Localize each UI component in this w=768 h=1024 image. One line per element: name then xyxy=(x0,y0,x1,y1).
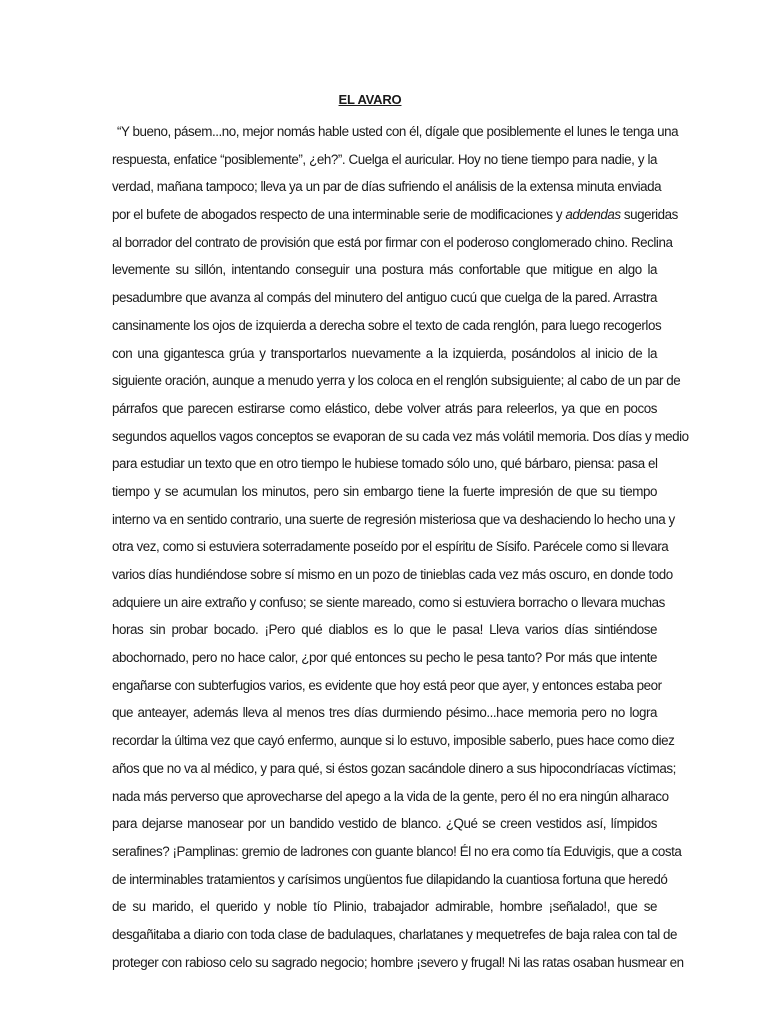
text-line: levemente su sillón, intentando conseguir una postura más confortable que mitigue en algo la xyxy=(112,262,657,278)
text-line: siguiente oración, aunque a menudo yerra y los coloca en el renglón subsiguiente; al cabo de un par de xyxy=(112,373,681,389)
text-line: otra vez, como si estuviera soterradamente poseído por el espíritu de Sísifo. Parécele como si llevara xyxy=(112,539,669,555)
text-line: abochornado, pero no hace calor, ¿por qué entonces su pecho le pesa tanto? Por más que intente xyxy=(112,650,657,666)
text-line: con una gigantesca grúa y transportarlos nuevamente a la izquierda, posándolos al inicio de la xyxy=(112,345,657,361)
document-body xyxy=(112,122,689,980)
text-line: de interminables tratamientos y carísimos ungüentos fue dilapidando la cuantiosa fortuna que heredó xyxy=(112,871,668,887)
text-line: cansinamente los ojos de izquierda a derecha sobre el texto de cada renglón, para luego recogerlos xyxy=(112,317,662,333)
text-segment: sugeridas xyxy=(620,207,678,223)
text-line: proteger con rabioso celo su sagrado negocio; hombre ¡severo y frugal! Ni las ratas osaban husmear en xyxy=(112,954,684,970)
text-line: tiempo y se acumulan los minutos, pero sin embargo tiene la fuerte impresión de que su tiempo xyxy=(112,483,657,499)
text-line: para dejarse manosear por un bandido vestido de blanco. ¿Qué se creen vestidos así, límpidos xyxy=(112,816,657,832)
text-line: párrafos que parecen estirarse como elástico, debe volver atrás para releerlos, ya que en pocos xyxy=(112,400,657,416)
text-line: “Y bueno, pásem...no, mejor nomás hable usted con él, dígale que posiblemente el lunes le tenga una xyxy=(117,124,679,139)
text-line: que anteayer, además lleva al menos tres días durmiendo pésimo...hace memoria pero no logra xyxy=(112,705,657,721)
italic-term: addendas xyxy=(565,207,621,223)
text-line: desgañitaba a diario con toda clase de badulaques, charlatanes y mequetrefes de baja ralea con tal de xyxy=(112,926,677,942)
document-title: EL AVARO xyxy=(338,92,402,107)
text-line: para estudiar un texto que en otro tiempo le hubiese tomado sólo uno, qué bárbaro, piensa: pasa el xyxy=(112,456,658,472)
text-line: adquiere un aire extraño y confuso; se siente mareado, como si estuviera borracho o llevara muchas xyxy=(112,594,665,610)
text-line: recordar la última vez que cayó enfermo, aunque si lo estuvo, imposible saberlo, pues hace como diez xyxy=(112,733,675,749)
text-line: pesadumbre que avanza al compás del minutero del antiguo cucú que cuelga de la pared. Arrastra xyxy=(112,290,657,306)
text-line: varios días hundiéndose sobre sí mismo en un pozo de tinieblas cada vez más oscuro, en donde todo xyxy=(112,567,673,582)
text-line: segundos aquellos vagos conceptos se evaporan de su cada vez más volátil memoria. Dos días y medio xyxy=(112,428,689,444)
text-line: serafines? ¡Pamplinas: gremio de ladrones con guante blanco! Él no era como tía Eduvigis, que a costa xyxy=(112,843,682,859)
text-line: respuesta, enfatice “posiblemente”, ¿eh?”. Cuelga el auricular. Hoy no tiene tiempo para nadie, y la xyxy=(112,151,657,167)
text-line: nada más perverso que aprovecharse del apego a la vida de la gente, pero él no era ningún alharaco xyxy=(112,788,669,804)
text-line: engañarse con subterfugios varios, es evidente que hoy está peor que ayer, y entonces estaba peor xyxy=(112,677,662,693)
text-line: años que no va al médico, y para qué, si éstos gozan sacándole dinero a sus hipocondríacas víctimas; xyxy=(112,760,676,776)
text-line xyxy=(112,205,678,233)
text-segment: por el bufete de abogados respecto de una interminable serie de modificaciones y xyxy=(112,207,566,223)
text-line: interno va en sentido contrario, una suerte de regresión misteriosa que va deshaciendo lo hecho una y xyxy=(112,511,675,527)
text-line: de su marido, el querido y noble tío Plinio, trabajador admirable, hombre ¡señalado!, que se xyxy=(112,899,657,915)
text-line: horas sin probar bocado. ¡Pero qué diablos es lo que le pasa! Lleva varios días sintiéndose xyxy=(112,622,657,638)
text-line: verdad, mañana tampoco; lleva ya un par de días sufriendo el análisis de la extensa minuta enviada xyxy=(112,179,662,195)
text-line: al borrador del contrato de provisión que está por firmar con el poderoso conglomerado chino. Reclina xyxy=(112,234,673,250)
